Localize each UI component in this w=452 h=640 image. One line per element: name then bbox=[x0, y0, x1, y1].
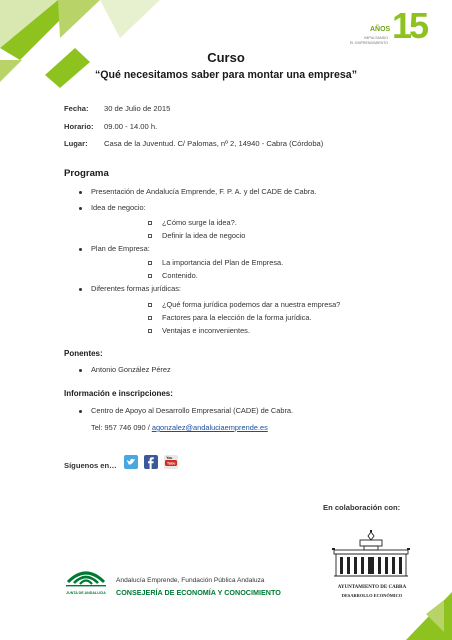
youtube-icon[interactable] bbox=[164, 455, 178, 469]
bullet bbox=[79, 288, 82, 291]
programa-item-2-sub-2: Definir la idea de negocio bbox=[162, 231, 246, 240]
inscripciones-item-1: Centro de Apoyo al Desarrollo Empresarial (CADE) de Cabra. bbox=[91, 406, 294, 415]
logo-line1: IMPULSANDO bbox=[364, 36, 388, 40]
junta-andalucia-text: JUNTA DE ANDALUCIA bbox=[66, 591, 106, 595]
bullet bbox=[79, 248, 82, 251]
sub-bullet bbox=[148, 274, 152, 278]
footer-line-2: CONSEJERÍA DE ECONOMÍA Y CONOCIMIENTO bbox=[116, 588, 281, 597]
page-subtitle: “Qué necesitamos saber para montar una empresa” bbox=[94, 69, 357, 81]
facebook-icon[interactable] bbox=[144, 455, 158, 469]
social-label: Síguenos en… bbox=[64, 461, 117, 470]
programa-heading: Programa bbox=[64, 168, 109, 179]
programa-item-4-sub-2: Factores para la elección de la forma jurídica. bbox=[162, 313, 312, 322]
fecha-value: 30 de Julio de 2015 bbox=[104, 104, 171, 113]
logo-line2: EL EMPRENDIMIENTO bbox=[349, 41, 388, 45]
ayuntamiento-dept: DESARROLLO ECONÓMICO bbox=[341, 593, 403, 598]
sub-bullet bbox=[148, 303, 152, 307]
bullet bbox=[79, 207, 82, 210]
ayuntamiento-crest-icon bbox=[330, 530, 412, 582]
programa-item-1: Presentación de Andalucía Emprende, F. P. A. y del CADE de Cabra. bbox=[91, 187, 317, 196]
programa-item-3-sub-1: La importancia del Plan de Empresa. bbox=[162, 258, 284, 267]
fecha-label: Fecha: bbox=[64, 104, 89, 113]
programa-item-4-sub-3: Ventajas e inconvenientes. bbox=[162, 326, 250, 335]
svg-text:You: You bbox=[166, 456, 173, 461]
bullet bbox=[79, 369, 82, 372]
junta-andalucia-logo-icon bbox=[62, 562, 110, 590]
sub-bullet bbox=[148, 329, 152, 333]
horario-value: 09.00 - 14.00 h. bbox=[104, 122, 158, 131]
programa-item-4: Diferentes formas jurídicas: bbox=[91, 284, 181, 293]
email-link[interactable]: agonzalez@andaluciaemprende.es bbox=[151, 423, 268, 432]
lugar-label: Lugar: bbox=[64, 139, 88, 148]
sub-bullet bbox=[148, 234, 152, 238]
bullet bbox=[79, 191, 82, 194]
phone-text: Tel: 957 746 090 / bbox=[91, 423, 150, 432]
programa-item-3-sub-2: Contenido. bbox=[162, 271, 198, 280]
twitter-icon[interactable] bbox=[124, 455, 138, 469]
programa-item-4-sub-1: ¿Qué forma jurídica podemos dar a nuestra empresa? bbox=[162, 300, 341, 309]
programa-item-2: Idea de negocio: bbox=[91, 203, 146, 212]
lugar-value: Casa de la Juventud. C/ Palomas, nº 2, 14940 - Cabra (Córdoba) bbox=[104, 139, 324, 148]
page-title: Curso bbox=[207, 50, 245, 65]
programa-item-2-sub-1: ¿Cómo surge la idea?. bbox=[162, 218, 237, 227]
horario-label: Horario: bbox=[64, 122, 94, 131]
sub-bullet bbox=[148, 261, 152, 265]
ponente-item-1: Antonio González Pérez bbox=[91, 365, 171, 374]
logo-anos: AÑOS bbox=[370, 26, 391, 33]
inscripciones-heading: Información e inscripciones: bbox=[64, 389, 173, 398]
logo-number: 15 bbox=[392, 5, 427, 46]
colaboracion-label: En colaboración con: bbox=[323, 503, 401, 512]
anniversary-logo bbox=[340, 5, 440, 52]
ponentes-heading: Ponentes: bbox=[64, 349, 103, 358]
sub-bullet bbox=[148, 221, 152, 225]
contact-line bbox=[91, 423, 268, 432]
bullet bbox=[79, 410, 82, 413]
ayuntamiento-name: AYUNTAMIENTO DE CABRA bbox=[337, 585, 407, 590]
sub-bullet bbox=[148, 316, 152, 320]
programa-item-3: Plan de Empresa: bbox=[91, 244, 150, 253]
bottom-right-decoration bbox=[396, 592, 452, 640]
svg-text:Tube: Tube bbox=[167, 461, 176, 466]
footer-line-1: Andalucía Emprende, Fundación Pública Andaluza bbox=[116, 577, 265, 584]
